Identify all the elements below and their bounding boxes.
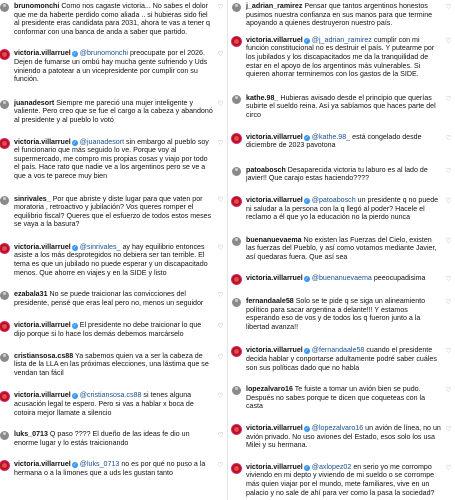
heart-icon[interactable]: ♡ [445,4,452,11]
mention-link[interactable]: @fernandaale58 [311,346,365,355]
heart-icon[interactable]: ♡ [445,237,452,245]
avatar[interactable] [0,196,9,205]
comment-username[interactable]: juanadesort [14,98,55,107]
avatar[interactable] [0,100,9,109]
heart-icon[interactable]: ♡ [445,387,452,395]
heart-icon[interactable]: ♡ [217,100,224,108]
verified-badge-icon: ✓ [72,393,77,399]
reply-comment [232,196,455,222]
avatar[interactable] [232,275,241,284]
comment-body [246,166,441,183]
reply-comment [0,321,227,338]
avatar[interactable] [0,244,9,253]
comment-text: un presidente q no puede ni saludar a la persona con la q llegó al poder? Hacele el reclamo a él que yo la educación no la pierdo nunca [246,195,439,222]
comment-username[interactable]: victoria.villarruel [14,460,71,469]
comment-username[interactable]: kathe.98_ [246,93,279,102]
comment-body [246,346,441,372]
comment-username[interactable]: buenanuevaema [246,235,302,244]
verified-badge-icon: ✓ [304,348,309,354]
heart-icon[interactable]: ♡ [445,348,452,356]
avatar[interactable] [0,392,9,401]
comment [232,94,455,120]
reply-comment [0,391,227,417]
verified-badge-icon: ✓ [72,51,77,57]
comment-username[interactable]: victoria.villarruel [14,49,71,58]
heart-icon[interactable]: ♡ [445,426,452,433]
avatar[interactable] [0,431,9,440]
avatar[interactable] [0,322,9,331]
comment-text: Pensar que tantos argentinos honestos pusimos nuestra confianza en sus manos para que termine apoyando a quienes destruyeron nuestro país. [246,2,433,28]
verified-badge-icon: ✓ [72,244,77,250]
verified-badge-icon: ✓ [72,139,77,145]
heart-icon[interactable]: ♡ [217,393,224,401]
heart-icon[interactable]: ♡ [445,197,452,205]
reply-comment [232,463,455,497]
reply-comment [0,49,227,83]
comment-text: si tenes alguna acusación legal te espero. Pero si vas a hablar x boca de cotoira mejor llamate a silencio [14,391,194,417]
comment-text: El presidente no debe traicionar lo que dijo porque si lo hace los demás debemos marcárselo [14,321,202,339]
avatar[interactable] [232,95,241,104]
reply-comment [232,424,455,450]
comment-username[interactable]: luks_0713 [14,430,48,439]
comment-body [246,133,441,150]
comment-username[interactable]: victoria.villarruel [14,321,71,330]
heart-icon[interactable]: ♡ [217,139,224,147]
comment-text: Q paso ???? El dueño de las ideas fe dio un enorme lugar y lo estás traicionando [14,430,190,447]
comment-body [246,463,441,497]
comment-body [246,2,441,28]
comment-text: no es por qué no puso a la hermana o a la limones que a uds les gustan tanto [14,460,206,477]
comment-body [14,138,213,181]
avatar[interactable] [0,461,9,470]
comment-text: Hubieras avisado desde el principio que querías subirte el sueldo reina. Así ya sabíamos que haces parte del circo [246,93,436,119]
reply-comment [232,346,455,372]
reply-comment [0,460,227,477]
comment-body [14,460,213,477]
mention-link[interactable]: @axlopez02 [311,462,352,471]
reply-comment [232,133,455,150]
verified-badge-icon: ✓ [72,323,77,329]
comment [0,352,227,378]
reply-comment [232,36,455,79]
comment-body [246,424,441,450]
heart-icon[interactable]: ♡ [217,292,224,300]
comment-text: Ya sabemos quien va a ser la cabeza de lista de la LLA en las próximas elecciones, una lástima que se vendan tan fácil [14,351,209,377]
comment-text: preocupate por el 2026. Dejen de fumarse un ombú hay mucha gente sufriendo y Uds viniendo a patotear a un vicepresidente por cumplir con su función. [14,49,208,84]
heart-icon[interactable]: ♡ [445,134,452,142]
comment-username[interactable]: victoria.villarruel [14,391,71,400]
comment-body [246,297,441,331]
heart-icon[interactable]: ♡ [217,4,224,11]
comment [0,195,227,229]
comment-text: sin embargo al pueblo soy el funcionario que más seguido lo ve. Porque voy al supermercado, me compro mis propias cosas y viajo por todo el país. Hace rato que nadie ve a los argentinos pero se ve a que a vos te parece muy bien [14,137,209,180]
avatar[interactable] [232,167,241,176]
mention-link[interactable]: @buenanuevaema [311,274,372,283]
heart-icon[interactable]: ♡ [217,323,224,331]
avatar[interactable] [232,347,241,356]
comment-text: Solo se te pide q se siga un alineamiento político para sacar argentina a delante!!! Y estamos esperando eso de vos y de todos los q fueron junto a la libertad avanza!! [246,297,426,331]
comment [232,2,455,28]
verified-badge-icon: ✓ [304,276,309,282]
comments-column-right [228,0,455,500]
mention-link[interactable]: @lopezalvaro16 [311,424,364,432]
comment-text: No existen las Fuerzas del Cielo, existen las fuerzas del Pueblo, y así como votamos mediante Javier, así quedaras fuera. Que así sea [246,235,437,261]
avatar[interactable] [0,3,9,12]
comment-username[interactable]: victoria.villarruel [246,195,303,204]
comment-text: peeocupadisima [373,274,426,283]
comment-text: Te fuiste a tomar un avión bien se pudo. Después no sabes porque te dicen que coqueteas con la casta [246,385,426,411]
verified-badge-icon: ✓ [72,462,77,468]
avatar[interactable] [232,386,241,395]
heart-icon[interactable]: ♡ [217,462,224,470]
heart-icon[interactable]: ♡ [217,353,224,361]
comment-username[interactable]: victoria.villarruel [246,346,303,355]
heart-icon[interactable]: ♡ [217,432,224,440]
comment-username[interactable]: cristiansosa.cs88 [14,351,74,360]
verified-badge-icon: ✓ [304,426,309,431]
verified-badge-icon: ✓ [304,37,309,43]
heart-icon[interactable]: ♡ [445,37,452,45]
comment-body [14,49,213,83]
avatar[interactable] [232,425,241,434]
comment-username[interactable]: victoria.villarruel [246,424,303,432]
comment-username[interactable]: ezabala31 [14,290,48,299]
avatar[interactable] [232,197,241,206]
comment-body [246,236,441,262]
comment-username[interactable]: patoabosch [246,165,286,174]
comment-body [14,195,213,229]
comment-body [246,196,441,222]
comment-thread-left [0,2,227,478]
avatar[interactable] [232,237,241,246]
comment-body [14,430,213,447]
verified-badge-icon: ✓ [304,134,309,140]
comment-username[interactable]: victoria.villarruel [14,137,71,146]
mention-link[interactable]: @kathe.98_ [311,132,351,141]
mention-link[interactable]: @patoabosch [311,195,356,204]
comment-text: un avión de línea, no un avión privado. No uso aviones del Estado, esos solo los usa Milei y su hermana. [246,424,441,450]
comment-text: cuando el presidente decida hablar y conportarse adultamente podré saber cuáles son sus políticas dado que no habla [246,346,437,372]
avatar[interactable] [0,139,9,148]
heart-icon[interactable]: ♡ [445,167,452,175]
heart-icon[interactable]: ♡ [217,196,224,204]
avatar[interactable] [232,464,241,473]
comment-body [246,36,441,79]
mention-link[interactable]: @brunomonchi [79,49,128,58]
comment-body [14,352,213,378]
comment-body [246,274,441,283]
verified-badge-icon: ✓ [304,464,309,470]
comment [0,430,227,447]
heart-icon[interactable]: ♡ [445,95,452,103]
comment [232,166,455,183]
comment-text: cumplir con mi función constitucional no es destruir el país. Y putearme por los jubilados y los discapacitados me da la tranquilidad de estar en el apoyo de los argentinos más vulnerables. Si quieren ahorrar terminemos con los gastos de la SIDE. [246,35,435,79]
comment-body [14,290,213,307]
comment-username[interactable]: fernandaale58 [246,297,294,306]
avatar[interactable] [232,3,241,12]
reply-comment [0,243,227,277]
heart-icon[interactable]: ♡ [445,299,452,307]
comment-text: está congelado desde diciembre de 2023 pavotona [246,132,422,150]
comment-body [14,99,213,125]
heart-icon[interactable]: ♡ [445,464,452,472]
comment-body [14,391,213,417]
comment-text: ay hay equilibrio entonces asiste a los más desprotegidos no debiera ser tan terrible. El tema es que un jubilado no puede esperar y un discapacitado menos. Que ahorre en viajes y en la SIDE y listo [14,242,208,277]
avatar[interactable] [232,298,241,307]
heart-icon[interactable]: ♡ [217,51,224,59]
comment-text: en serio yo me corrompo viviendo en mi depto y viviendo de mi sueldo o se corrompe más quien viajar por el mundo, mete familiares, vive en un palacio y no sale de ahí para ver como la pasa la sociedad? [246,462,435,497]
comment-body [246,385,441,411]
comment-body [14,2,213,36]
comment-username[interactable]: sinrivales_ [14,194,51,203]
comment-body [14,321,213,338]
comment-text: Siempre me pareció una mujer inteligente y valiente. Pero creo que se fue el cargo a la cabeza y abandonó al presidente y al pueblo lo votó [14,98,213,124]
comment-username[interactable]: lopezalvaro16 [246,385,293,394]
avatar[interactable] [0,291,9,300]
mention-link[interactable]: @juanadesort [79,137,125,146]
heart-icon[interactable]: ♡ [445,276,452,284]
avatar[interactable] [232,37,241,46]
comment-username[interactable]: victoria.villarruel [246,274,303,283]
avatar[interactable] [232,134,241,143]
avatar[interactable] [0,353,9,362]
comment-username[interactable]: j_adrian_ramirez [246,2,303,10]
comment-username[interactable]: victoria.villarruel [14,242,71,251]
comment-text: Como nos cagaste victoria... No sabes el dolor que me da haberte perdido como aliada .. si hubieras sido fiel al presidente eras candidata para 2031, ahora te vas a tener q conformar con una banca de anda a saber que partido. [14,2,210,36]
reply-comment [232,274,455,283]
comment-username[interactable]: victoria.villarruel [246,35,303,44]
comment [232,236,455,262]
comment-text: Desaparecida victoria tu laburo es al lado de javier!! Que carajo estas haciendo???? [246,165,428,183]
comment [0,99,227,125]
comment [0,2,227,36]
comment-text: No se puede traicionar las convicciones del presidente, pensé que eras leal pero no, menos un seguidor [14,290,204,307]
comment [232,385,455,411]
comment [0,290,227,307]
comment-body [14,243,213,277]
reply-comment [0,138,227,181]
mention-link[interactable]: @luks_0713 [79,460,120,469]
comment-username[interactable]: victoria.villarruel [246,132,303,141]
comment-username[interactable]: victoria.villarruel [246,462,303,471]
comment [232,297,455,331]
verified-badge-icon: ✓ [304,197,309,203]
mention-link[interactable]: @cristiansosa.cs88 [79,391,142,400]
avatar[interactable] [0,50,9,59]
heart-icon[interactable]: ♡ [217,244,224,252]
mention-link[interactable]: @sinrivales_ [79,242,121,251]
comment-username[interactable]: brunomonchi [14,2,60,10]
mention-link[interactable]: @j_adrian_ramirez [311,35,372,44]
comment-text: Por que abriste y diste lugar para que vaten por moratoria , retroactivo y jubilación? Vos queres romper el equilibrio fiscal? Queres que el esfuerzo de todos estos meses se vaya a la basura? [14,194,212,229]
comment-thread-right [232,2,455,497]
comment-body [246,94,441,120]
